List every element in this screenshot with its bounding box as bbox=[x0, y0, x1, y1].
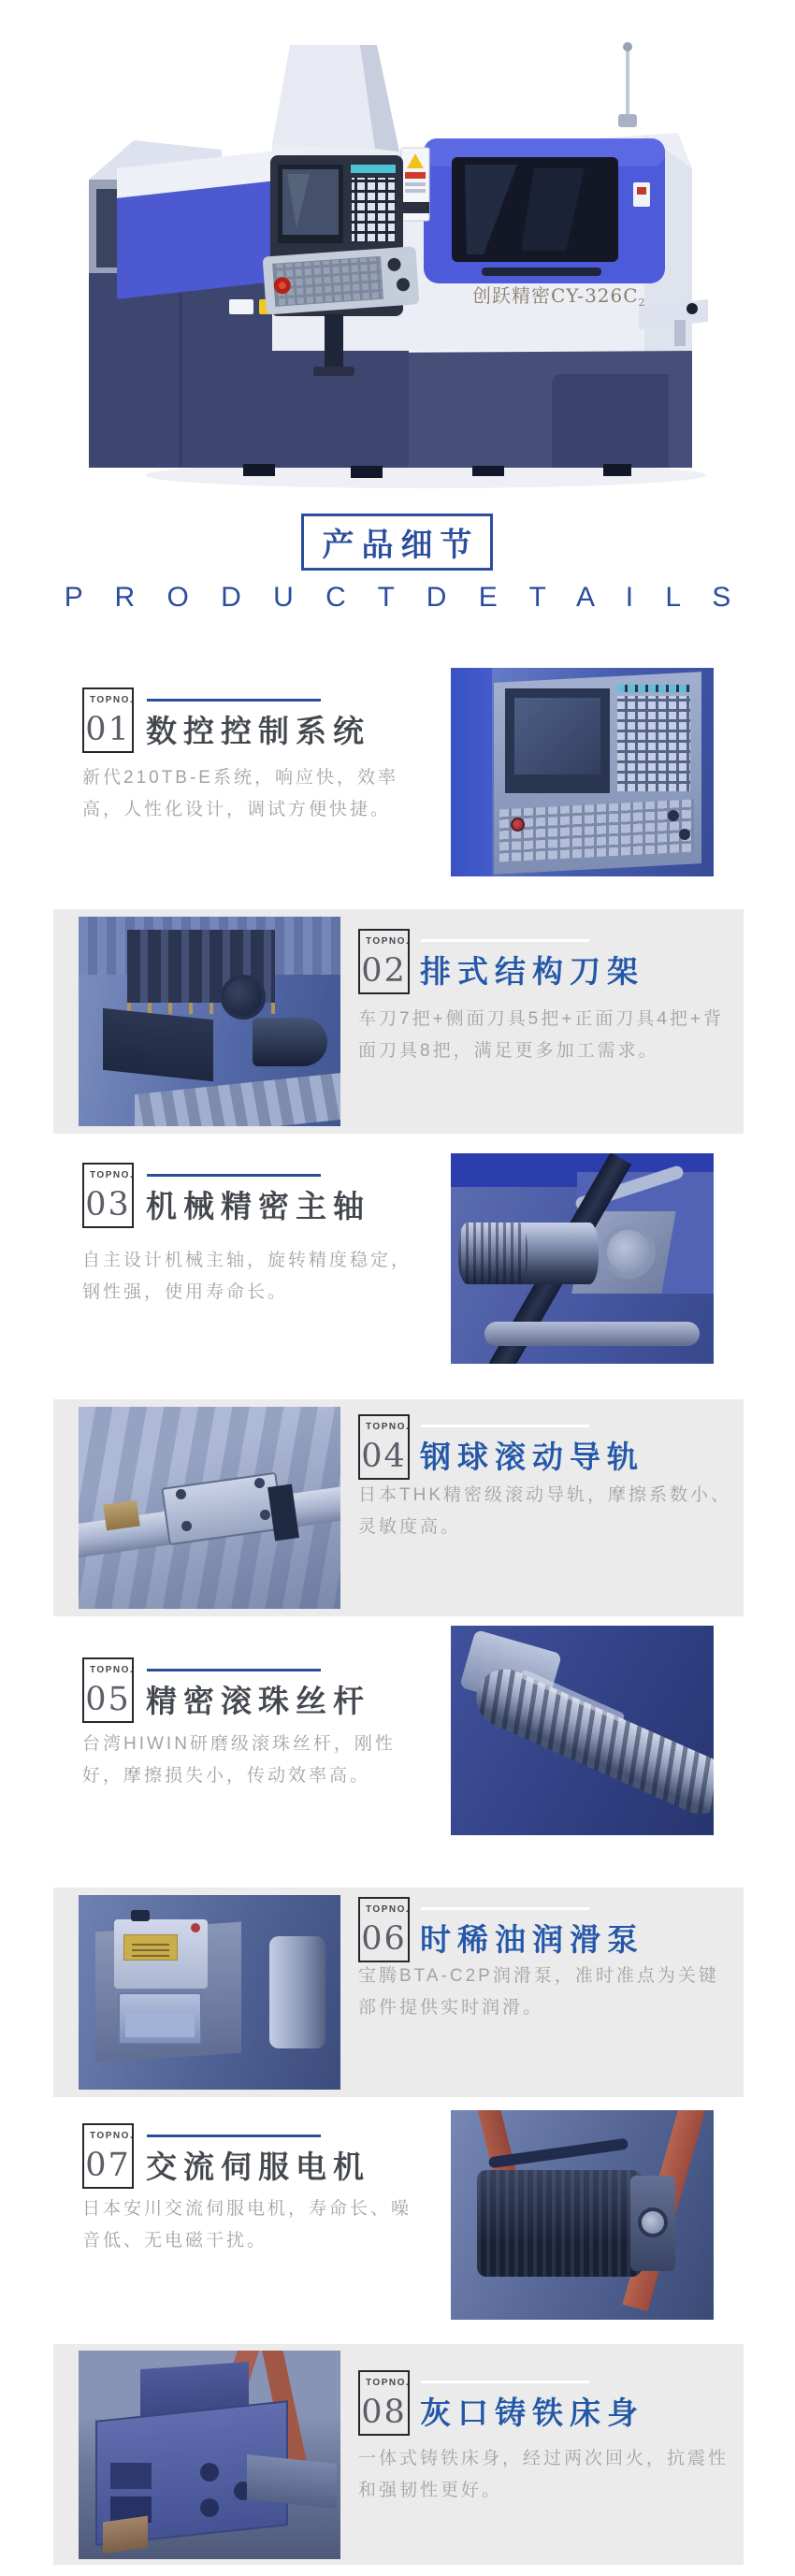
accent-line-04 bbox=[421, 1425, 589, 1427]
feature-title-04: 钢球滚动导轨 bbox=[420, 1440, 644, 1474]
topno-box-02 bbox=[358, 929, 410, 994]
topno-num: 01 bbox=[85, 711, 131, 748]
accent-line-03 bbox=[147, 1174, 321, 1177]
feature-title-08: 灰口铸铁床身 bbox=[420, 2395, 644, 2430]
topno-num: 07 bbox=[85, 2147, 131, 2184]
feature-title-06: 时稀油润滑泵 bbox=[420, 1922, 644, 1957]
servo-motor-image bbox=[451, 2110, 714, 2320]
cnc-machine-photo bbox=[80, 28, 716, 500]
topno-num: 03 bbox=[85, 1186, 131, 1223]
topno-num: 02 bbox=[361, 952, 407, 990]
feature-title-02: 排式结构刀架 bbox=[420, 954, 644, 989]
topno-tag: TOPNO. bbox=[366, 1904, 411, 1915]
topno-tag: TOPNO. bbox=[90, 2131, 135, 2141]
topno-box-08 bbox=[358, 2370, 410, 2436]
topno-tag: TOPNO. bbox=[90, 695, 135, 705]
feature-desc-08: 一体式铸铁床身，经过两次回火，抗震性和强韧性更好。 bbox=[358, 2449, 730, 2500]
gang-tool-post-image bbox=[79, 917, 340, 1126]
cnc-machine-illustration bbox=[80, 28, 716, 500]
topno-box-05 bbox=[82, 1657, 134, 1723]
precision-spindle-image bbox=[451, 1153, 714, 1364]
feature-desc-07: 日本安川交流伺服电机，寿命长、噪音低、无电磁干扰。 bbox=[82, 2199, 412, 2250]
accent-line-05 bbox=[147, 1669, 321, 1672]
accent-line-06 bbox=[421, 1907, 589, 1910]
machine-model-label: 创跃精密$CY-326C_2$ bbox=[472, 284, 646, 309]
section-header-cn: 产品细节 bbox=[322, 528, 480, 563]
topno-num: 04 bbox=[361, 1438, 407, 1475]
feature-desc-03: 自主设计机械主轴，旋转精度稳定，钢性强，使用寿命长。 bbox=[82, 1251, 412, 1302]
section-header-en: P R O D U C T D E T A I L S bbox=[64, 582, 744, 613]
linear-guide-rail-image bbox=[79, 1407, 340, 1609]
machine-model-sub: 2 bbox=[638, 297, 646, 309]
topno-num: 05 bbox=[85, 1681, 131, 1718]
feature-desc-06: 宝腾BTA-C2P润滑泵，准时准点为关键部件提供实时润滑。 bbox=[358, 1966, 719, 2018]
accent-line-07 bbox=[147, 2135, 321, 2137]
topno-tag: TOPNO. bbox=[90, 1170, 135, 1180]
feature-title-05: 精密滚珠丝杆 bbox=[146, 1684, 370, 1718]
feature-title-01: 数控控制系统 bbox=[146, 714, 370, 748]
topno-num: 06 bbox=[361, 1920, 407, 1958]
feature-title-07: 交流伺服电机 bbox=[146, 2149, 370, 2184]
topno-tag: TOPNO. bbox=[90, 1665, 135, 1675]
feature-desc-02: 车刀7把+侧面刀具5把+正面刀具4把+背面刀具8把，满足更多加工需求。 bbox=[358, 1009, 724, 1061]
accent-line-08 bbox=[421, 2381, 589, 2383]
feature-desc-04: 日本THK精密级滚动导轨，摩擦系数小、灵敏度高。 bbox=[358, 1485, 732, 1537]
section-header-box bbox=[301, 514, 493, 571]
topno-box-03 bbox=[82, 1163, 134, 1228]
topno-tag: TOPNO. bbox=[366, 2378, 411, 2388]
cnc-control-panel-image bbox=[451, 668, 714, 876]
feature-title-03: 机械精密主轴 bbox=[146, 1189, 370, 1223]
topno-box-04 bbox=[358, 1414, 410, 1480]
feature-desc-01: 新代210TB-E系统，响应快，效率高，人性化设计，调试方便快捷。 bbox=[82, 768, 398, 819]
ball-screw-image bbox=[451, 1626, 714, 1835]
lubrication-pump-image bbox=[79, 1895, 340, 2090]
topno-box-01 bbox=[82, 687, 134, 753]
topno-box-07 bbox=[82, 2123, 134, 2189]
topno-num: 08 bbox=[361, 2394, 407, 2431]
topno-box-06 bbox=[358, 1897, 410, 1962]
accent-line-01 bbox=[147, 699, 321, 702]
topno-tag: TOPNO. bbox=[366, 936, 411, 947]
accent-line-02 bbox=[421, 939, 589, 942]
cast-iron-bed-image bbox=[79, 2351, 340, 2559]
feature-desc-05: 台湾HIWIN研磨级滚珠丝杆，刚性好，摩擦损失小，传动效率高。 bbox=[82, 1734, 396, 1786]
topno-tag: TOPNO. bbox=[366, 1422, 411, 1432]
